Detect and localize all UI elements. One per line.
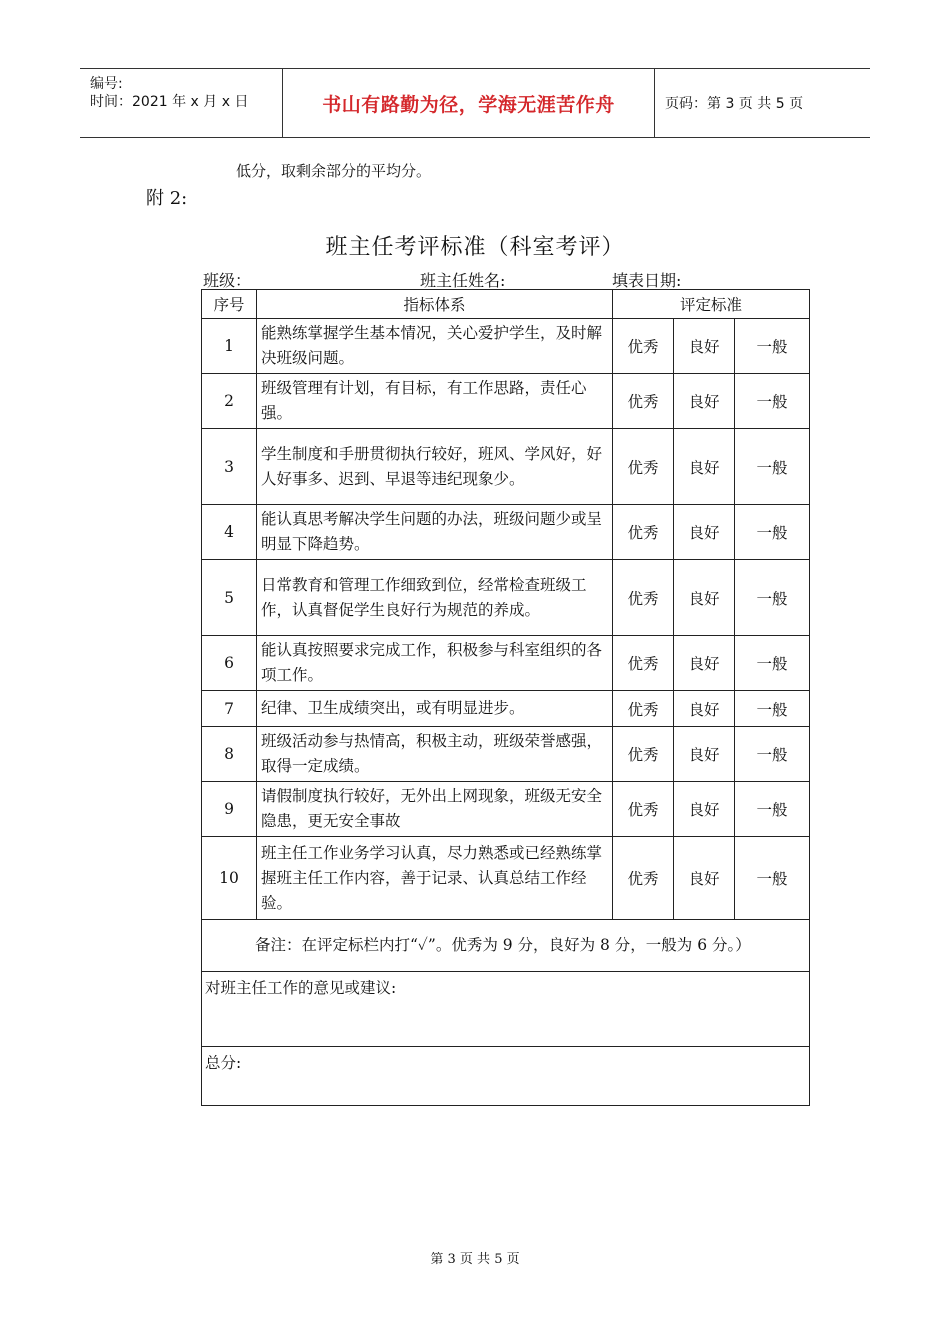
doc-code-label: 编号:: [90, 76, 123, 92]
rating-excellent[interactable]: 优秀: [613, 505, 674, 560]
rating-average[interactable]: 一般: [735, 505, 810, 560]
rating-average[interactable]: 一般: [735, 727, 810, 782]
rating-excellent[interactable]: 优秀: [613, 429, 674, 505]
row-indicator: 班主任工作业务学习认真，尽力熟悉或已经熟练掌握班主任工作内容，善于记录、认真总结工作经验。: [257, 837, 613, 920]
continuation-text: 低分，取剩余部分的平均分。: [236, 162, 432, 180]
row-number: 1: [202, 319, 257, 374]
rating-good[interactable]: 良好: [674, 636, 735, 691]
rating-average[interactable]: 一般: [735, 560, 810, 636]
rating-good[interactable]: 良好: [674, 782, 735, 837]
table-row: [202, 691, 810, 727]
rating-average[interactable]: 一般: [735, 636, 810, 691]
rating-excellent[interactable]: 优秀: [613, 374, 674, 429]
annex-label: 附 2:: [146, 188, 188, 209]
rating-excellent[interactable]: 优秀: [613, 319, 674, 374]
opinion-row: [202, 972, 810, 1047]
total-row: [202, 1047, 810, 1106]
row-number: 3: [202, 429, 257, 505]
opinion-field[interactable]: [202, 972, 810, 1047]
rating-average[interactable]: 一般: [735, 374, 810, 429]
rating-good[interactable]: 良好: [674, 429, 735, 505]
form-title: 班主任考评标准（科室考评）: [325, 235, 625, 260]
fill-date-label: 填表日期:: [612, 271, 682, 290]
row-indicator: 请假制度执行较好，无外出上网现象，班级无安全隐患，更无安全事故: [257, 782, 613, 837]
class-label: 班级：: [203, 271, 252, 290]
header-page-cell: [655, 69, 870, 137]
row-indicator: 纪律、卫生成绩突出，或有明显进步。: [257, 691, 613, 727]
note-row: [202, 920, 810, 972]
opinion-label: 对班主任工作的意见或建议:: [205, 979, 397, 997]
rating-good[interactable]: 良好: [674, 319, 735, 374]
header-indicator: 指标体系: [257, 290, 613, 319]
rating-good[interactable]: 良好: [674, 505, 735, 560]
table-row: [202, 560, 810, 636]
rating-excellent[interactable]: 优秀: [613, 691, 674, 727]
total-label: 总分:: [205, 1054, 242, 1072]
row-indicator: 能认真思考解决学生问题的办法，班级问题少或呈明显下降趋势。: [257, 505, 613, 560]
header-serial: 序号: [202, 290, 257, 319]
header-motto-cell: [282, 69, 655, 137]
rating-good[interactable]: 良好: [674, 691, 735, 727]
total-field[interactable]: [202, 1047, 810, 1106]
row-number: 6: [202, 636, 257, 691]
page-header: [80, 68, 870, 138]
header-info-cell: [80, 69, 282, 137]
header-standard: 评定标准: [613, 290, 810, 319]
table-row: [202, 727, 810, 782]
row-number: 2: [202, 374, 257, 429]
row-number: 5: [202, 560, 257, 636]
evaluation-table: [201, 289, 810, 1106]
rating-excellent[interactable]: 优秀: [613, 636, 674, 691]
table-row: [202, 319, 810, 374]
note-text: 备注：在评定标栏内打“✓”。优秀为 9 分，良好为 8 分，一般为 6 分。）: [202, 920, 810, 972]
table-row: [202, 837, 810, 920]
table-row: [202, 636, 810, 691]
row-indicator: 班级活动参与热情高，积极主动，班级荣誉感强，取得一定成绩。: [257, 727, 613, 782]
row-number: 4: [202, 505, 257, 560]
row-indicator: 班级管理有计划，有目标，有工作思路，责任心强。: [257, 374, 613, 429]
table-row: [202, 429, 810, 505]
row-number: 7: [202, 691, 257, 727]
rating-average[interactable]: 一般: [735, 319, 810, 374]
row-number: 10: [202, 837, 257, 920]
row-indicator: 能熟练掌握学生基本情况，关心爱护学生，及时解决班级问题。: [257, 319, 613, 374]
rating-average[interactable]: 一般: [735, 691, 810, 727]
rating-excellent[interactable]: 优秀: [613, 837, 674, 920]
teacher-name-label: 班主任姓名:: [420, 271, 506, 290]
rating-average[interactable]: 一般: [735, 429, 810, 505]
doc-time-label: 时间：2021 年 x 月 x 日: [90, 94, 249, 110]
rating-excellent[interactable]: 优秀: [613, 782, 674, 837]
rating-good[interactable]: 良好: [674, 837, 735, 920]
rating-good[interactable]: 良好: [674, 374, 735, 429]
row-indicator: 日常教育和管理工作细致到位，经常检查班级工作，认真督促学生良好行为规范的养成。: [257, 560, 613, 636]
table-row: [202, 505, 810, 560]
row-indicator: 学生制度和手册贯彻执行较好，班风、学风好，好人好事多、迟到、早退等违纪现象少。: [257, 429, 613, 505]
page-footer: 第 3 页 共 5 页: [430, 1252, 520, 1267]
table-row: [202, 374, 810, 429]
rating-good[interactable]: 良好: [674, 560, 735, 636]
row-number: 8: [202, 727, 257, 782]
rating-good[interactable]: 良好: [674, 727, 735, 782]
row-number: 9: [202, 782, 257, 837]
header-motto: 书山有路勤为径，学海无涯苦作舟: [322, 93, 615, 116]
header-page-info: 页码：第 3 页 共 5 页: [665, 96, 804, 112]
row-indicator: 能认真按照要求完成工作，积极参与科室组织的各项工作。: [257, 636, 613, 691]
rating-average[interactable]: 一般: [735, 837, 810, 920]
table-row: [202, 782, 810, 837]
rating-average[interactable]: 一般: [735, 782, 810, 837]
rating-excellent[interactable]: 优秀: [613, 727, 674, 782]
rating-excellent[interactable]: 优秀: [613, 560, 674, 636]
table-header-row: [202, 290, 810, 319]
